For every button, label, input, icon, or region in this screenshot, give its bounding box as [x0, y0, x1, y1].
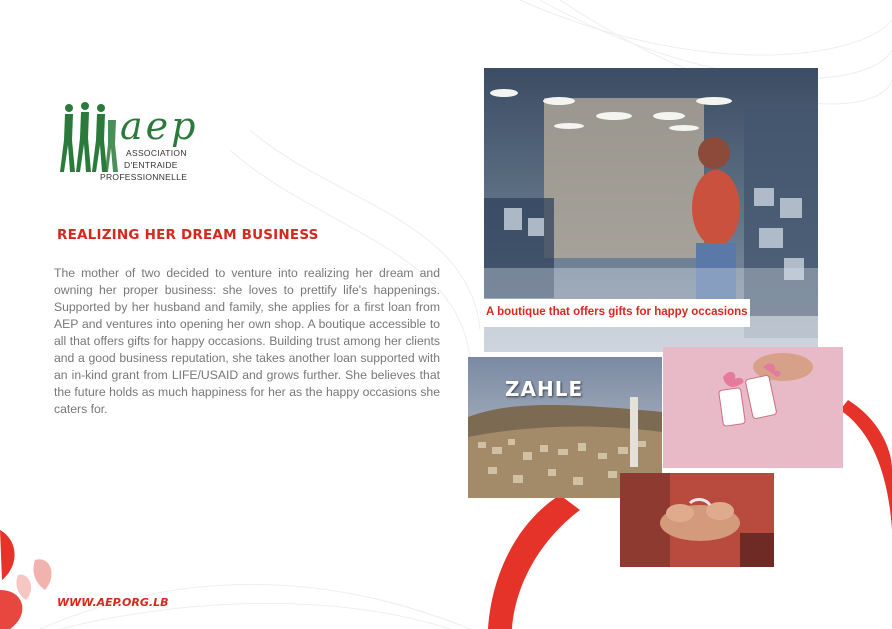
story-body: The mother of two decided to venture into realizing her dream and owning her proper business: she loves to prettify life's happenings. Supported by her husband and family, she applies for a first loan from AEP and ventures into opening her own shop. A boutique accessible to all that offers gifts for happy occasions. Building trust among her clients and a good business reputation, she takes another loan supported with an in-kind grant from LIFE/USAID and grows further. She believes that the future holds as much happiness for her as the happy occasions she caters for.	[54, 266, 440, 416]
logo-figures-icon	[60, 100, 122, 175]
logo-line-3: PROFESSIONNELLE	[100, 172, 188, 182]
logo-line-2: D'ENTRAIDE	[124, 160, 178, 170]
shop-caption: A boutique that offers gifts for happy occasions	[486, 306, 748, 318]
decor-arc-bottom	[488, 495, 580, 629]
gift-tags-photo	[663, 347, 843, 468]
decor-arc-right	[840, 400, 892, 530]
story-title: REALIZING HER DREAM BUSINESS	[57, 227, 319, 243]
website-link[interactable]: WWW.AEP.ORG.LB	[57, 596, 169, 609]
zahle-label: ZAHLE	[505, 377, 584, 401]
aep-logo	[60, 100, 220, 185]
logo-line-1: ASSOCIATION	[126, 148, 187, 158]
logo-wordmark: aep	[120, 104, 199, 148]
crafting-photo	[620, 473, 774, 567]
decor-leaves	[0, 530, 52, 629]
